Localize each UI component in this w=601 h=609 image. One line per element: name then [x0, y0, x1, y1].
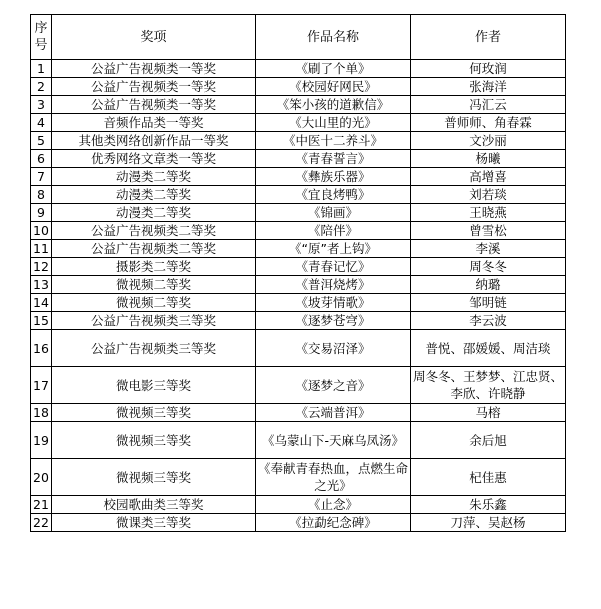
cell-award: 公益广告视频类三等奖 — [52, 312, 256, 330]
table-row — [31, 312, 566, 330]
cell-num: 7 — [31, 168, 52, 186]
table-row — [31, 258, 566, 276]
cell-author: 杞佳惠 — [411, 459, 566, 496]
cell-author: 余后旭 — [411, 422, 566, 459]
table-row — [31, 204, 566, 222]
cell-num: 14 — [31, 294, 52, 312]
header-author: 作者 — [411, 15, 566, 60]
header-row — [31, 15, 566, 60]
cell-author: 马榕 — [411, 404, 566, 422]
cell-work: 《校园好网民》 — [256, 78, 411, 96]
cell-award: 公益广告视频类一等奖 — [52, 60, 256, 78]
cell-work: 《中医十二养斗》 — [256, 132, 411, 150]
table-row — [31, 96, 566, 114]
table-row — [31, 496, 566, 514]
cell-author: 曾雪松 — [411, 222, 566, 240]
cell-author: 纳璐 — [411, 276, 566, 294]
cell-author: 普悦、邵媛媛、周洁琰 — [411, 330, 566, 367]
cell-work: 《锦画》 — [256, 204, 411, 222]
cell-work: 《逐梦苍穹》 — [256, 312, 411, 330]
cell-award: 微课类三等奖 — [52, 514, 256, 532]
table-row — [31, 294, 566, 312]
table-row — [31, 150, 566, 168]
cell-author: 高增喜 — [411, 168, 566, 186]
cell-work: 《青春誓言》 — [256, 150, 411, 168]
cell-work: 《坡芽情歌》 — [256, 294, 411, 312]
cell-author: 周冬冬 — [411, 258, 566, 276]
header-num: 序号 — [31, 15, 52, 60]
cell-author: 刀萍、吴赵杨 — [411, 514, 566, 532]
cell-award: 动漫类二等奖 — [52, 168, 256, 186]
cell-author: 普师师、角春霖 — [411, 114, 566, 132]
cell-work: 《拉勐纪念碑》 — [256, 514, 411, 532]
cell-award: 校园歌曲类三等奖 — [52, 496, 256, 514]
cell-work: 《大山里的光》 — [256, 114, 411, 132]
cell-work: 《笨小孩的道歉信》 — [256, 96, 411, 114]
cell-num: 17 — [31, 367, 52, 404]
cell-author: 冯汇云 — [411, 96, 566, 114]
cell-work: 《奉献青春热血，点燃生命之光》 — [256, 459, 411, 496]
cell-num: 18 — [31, 404, 52, 422]
cell-num: 20 — [31, 459, 52, 496]
cell-num: 2 — [31, 78, 52, 96]
table-row — [31, 404, 566, 422]
cell-work: 《逐梦之音》 — [256, 367, 411, 404]
cell-work: 《陪伴》 — [256, 222, 411, 240]
table-row — [31, 132, 566, 150]
cell-award: 微视频三等奖 — [52, 422, 256, 459]
cell-work: 《“原”者上钩》 — [256, 240, 411, 258]
cell-num: 3 — [31, 96, 52, 114]
cell-award: 公益广告视频类一等奖 — [52, 96, 256, 114]
cell-award: 公益广告视频类二等奖 — [52, 222, 256, 240]
table-row — [31, 422, 566, 459]
table-row — [31, 459, 566, 496]
cell-award: 微电影三等奖 — [52, 367, 256, 404]
cell-award: 微视频二等奖 — [52, 276, 256, 294]
cell-num: 16 — [31, 330, 52, 367]
cell-num: 10 — [31, 222, 52, 240]
table-row — [31, 168, 566, 186]
cell-author: 张海洋 — [411, 78, 566, 96]
table-row — [31, 240, 566, 258]
cell-work: 《宜良烤鸭》 — [256, 186, 411, 204]
table-row — [31, 367, 566, 404]
cell-work: 《青春记忆》 — [256, 258, 411, 276]
cell-author: 周冬冬、王梦梦、江忠贤、李欣、许晓静 — [411, 367, 566, 404]
cell-work: 《乌蒙山下-天麻乌凤汤》 — [256, 422, 411, 459]
cell-author: 李云波 — [411, 312, 566, 330]
cell-award: 微视频三等奖 — [52, 404, 256, 422]
cell-author: 李溪 — [411, 240, 566, 258]
cell-author: 何玫润 — [411, 60, 566, 78]
cell-num: 12 — [31, 258, 52, 276]
cell-award: 公益广告视频类二等奖 — [52, 240, 256, 258]
cell-award: 微视频三等奖 — [52, 459, 256, 496]
cell-award: 公益广告视频类一等奖 — [52, 78, 256, 96]
cell-author: 刘若琰 — [411, 186, 566, 204]
table-row — [31, 222, 566, 240]
table-row — [31, 186, 566, 204]
cell-award: 动漫类二等奖 — [52, 186, 256, 204]
cell-author: 王晓燕 — [411, 204, 566, 222]
cell-author: 邹明链 — [411, 294, 566, 312]
table-row — [31, 114, 566, 132]
cell-work: 《交易沼泽》 — [256, 330, 411, 367]
cell-num: 4 — [31, 114, 52, 132]
cell-award: 动漫类二等奖 — [52, 204, 256, 222]
cell-award: 音频作品类一等奖 — [52, 114, 256, 132]
cell-num: 1 — [31, 60, 52, 78]
table-header — [31, 15, 566, 60]
cell-num: 5 — [31, 132, 52, 150]
cell-work: 《刷了个单》 — [256, 60, 411, 78]
cell-author: 朱乐鑫 — [411, 496, 566, 514]
cell-award: 公益广告视频类三等奖 — [52, 330, 256, 367]
cell-num: 13 — [31, 276, 52, 294]
cell-num: 6 — [31, 150, 52, 168]
award-table — [30, 14, 566, 532]
table-body — [31, 60, 566, 532]
cell-num: 19 — [31, 422, 52, 459]
cell-num: 11 — [31, 240, 52, 258]
cell-work: 《云端普洱》 — [256, 404, 411, 422]
cell-award: 微视频二等奖 — [52, 294, 256, 312]
cell-work: 《彝族乐器》 — [256, 168, 411, 186]
table-row — [31, 330, 566, 367]
header-award: 奖项 — [52, 15, 256, 60]
cell-num: 8 — [31, 186, 52, 204]
table-row — [31, 514, 566, 532]
table-row — [31, 60, 566, 78]
table-row — [31, 78, 566, 96]
cell-num: 21 — [31, 496, 52, 514]
cell-num: 9 — [31, 204, 52, 222]
cell-num: 15 — [31, 312, 52, 330]
cell-award: 摄影类二等奖 — [52, 258, 256, 276]
cell-award: 其他类网络创新作品一等奖 — [52, 132, 256, 150]
cell-num: 22 — [31, 514, 52, 532]
cell-work: 《普洱烧烤》 — [256, 276, 411, 294]
table-row — [31, 276, 566, 294]
cell-work: 《止念》 — [256, 496, 411, 514]
cell-author: 杨曦 — [411, 150, 566, 168]
cell-author: 文沙丽 — [411, 132, 566, 150]
cell-award: 优秀网络文章类一等奖 — [52, 150, 256, 168]
header-work: 作品名称 — [256, 15, 411, 60]
